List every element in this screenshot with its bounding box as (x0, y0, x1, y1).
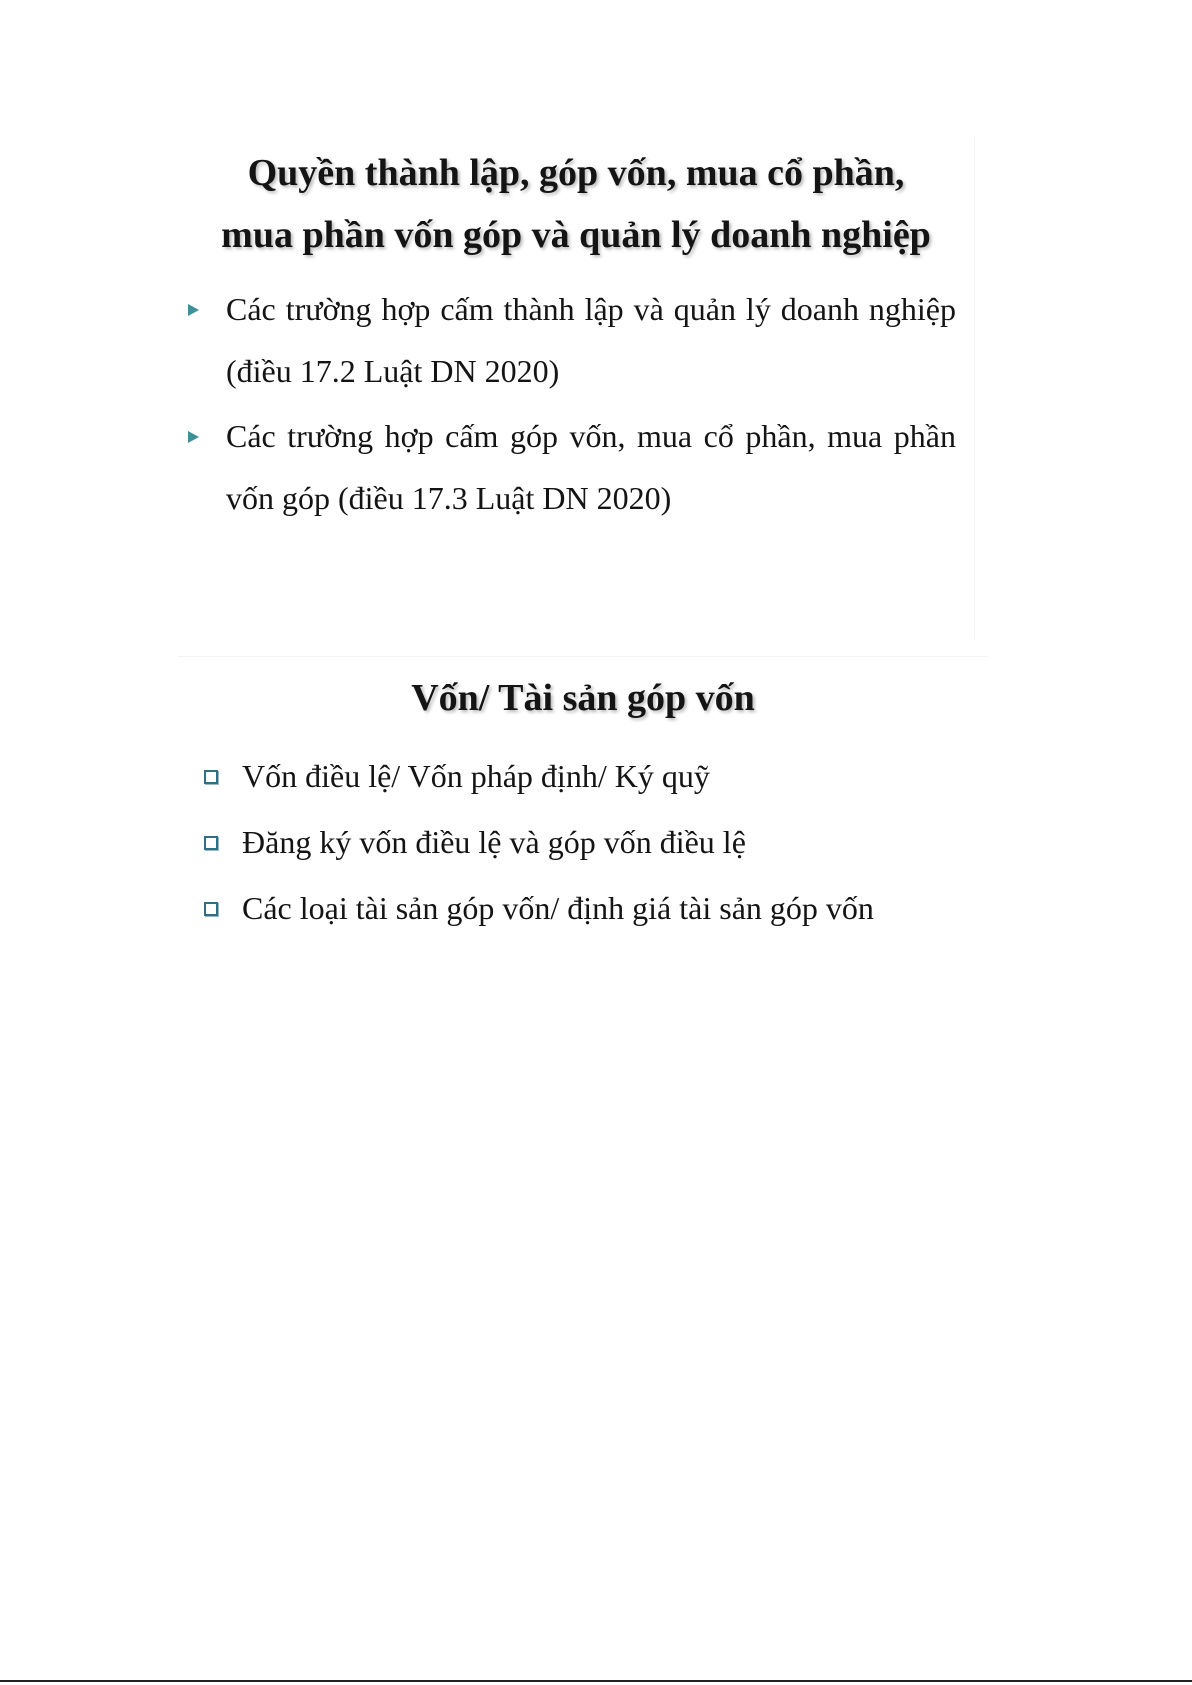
checkbox-bullet-icon (204, 770, 218, 784)
list-item (178, 405, 956, 529)
checkbox-bullet-icon (204, 836, 218, 850)
bullet-list (178, 743, 968, 941)
title-line-2: mua phần vốn góp và quản lý doanh nghiệp (221, 214, 931, 256)
arrow-bullet-icon (188, 431, 199, 443)
list-item-text: Các trường hợp cấm thành lập và quản lý doanh nghiệp (điều 17.2 Luật DN 2020) (226, 291, 956, 389)
slide-title: Vốn/ Tài sản góp vốn (411, 677, 755, 719)
arrow-bullet-icon (188, 304, 199, 316)
list-item-text: Các trường hợp cấm góp vốn, mua cổ phần, mua phần vốn góp (điều 17.3 Luật DN 2020) (226, 418, 956, 516)
slide-title (178, 142, 974, 266)
list-item-text: Đăng ký vốn điều lệ và góp vốn điều lệ (242, 824, 746, 860)
checkbox-bullet-icon (204, 902, 218, 916)
list-item (178, 278, 956, 402)
page-bottom-rule (0, 1680, 1192, 1682)
title-line-1: Quyền thành lập, góp vốn, mua cổ phần, (247, 152, 905, 194)
list-item-text: Vốn điều lệ/ Vốn pháp định/ Ký quỹ (242, 758, 710, 794)
slide-capital-assets (178, 656, 988, 977)
list-item (178, 743, 968, 809)
list-item (178, 875, 968, 941)
bullet-list (178, 278, 956, 532)
list-item-text: Các loại tài sản góp vốn/ định giá tài sản góp vốn (242, 890, 874, 926)
list-item (178, 809, 968, 875)
slide-founding-rights (178, 138, 975, 638)
